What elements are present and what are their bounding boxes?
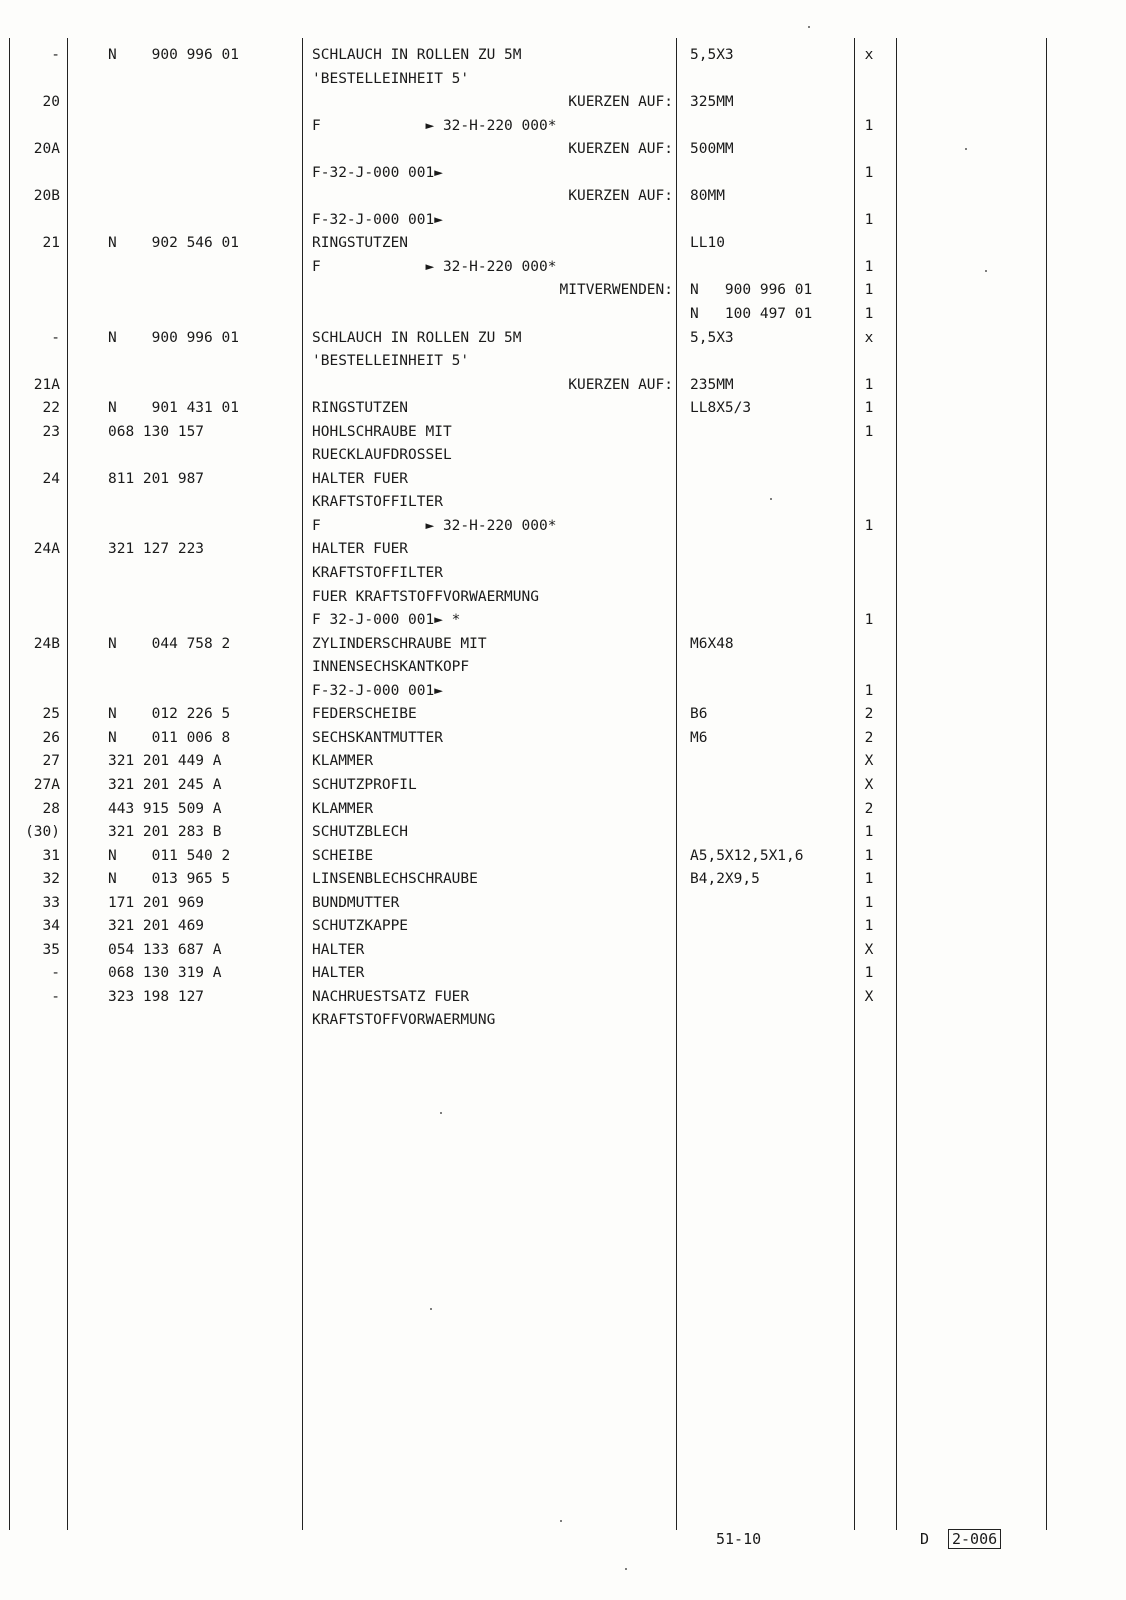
position-number: 27A (33, 776, 60, 793)
scan-speck (440, 1112, 442, 1114)
table-row (0, 421, 1126, 445)
quantity: x (864, 47, 874, 63)
part-number: 321 201 245 A (108, 776, 222, 793)
table-row (0, 680, 1126, 704)
quantity: 1 (864, 258, 874, 275)
quantity: 2 (864, 706, 874, 723)
specification: 325MM (690, 94, 734, 111)
description: SCHUTZPROFIL (312, 776, 417, 793)
position-number: - (51, 965, 60, 982)
position-number: 35 (42, 941, 60, 958)
table-row (0, 91, 1126, 115)
quantity: 1 (864, 965, 874, 982)
position-number: 20A (33, 141, 60, 158)
table-row (0, 68, 1126, 92)
page-number: 51-10 (716, 1530, 762, 1548)
part-number: N 012 226 5 (108, 706, 231, 723)
table-row (0, 397, 1126, 421)
part-number: 054 133 687 A (108, 941, 222, 958)
part-number: N 011 540 2 (108, 847, 231, 864)
part-number: 323 198 127 (108, 988, 205, 1005)
page-code-box (948, 1530, 1001, 1548)
description: MITVERWENDEN: (559, 282, 673, 299)
quantity: 1 (864, 376, 874, 393)
table-row (0, 138, 1126, 162)
quantity: 1 (864, 211, 874, 228)
description: SCHLAUCH IN ROLLEN ZU 5M (312, 329, 522, 346)
position-number: 20B (33, 188, 60, 205)
table-row (0, 939, 1126, 963)
table-row (0, 986, 1126, 1010)
part-number: N 901 431 01 (108, 400, 239, 417)
part-number: 171 201 969 (108, 894, 205, 911)
description: SCHEIBE (312, 847, 374, 864)
quantity: 1 (864, 682, 874, 699)
table-row (0, 750, 1126, 774)
position-number: 27 (42, 753, 60, 770)
language-code: D (920, 1530, 930, 1548)
specification: M6X48 (690, 635, 734, 652)
position-number: 25 (42, 706, 60, 723)
description: KRAFTSTOFFVORWAERMUNG (312, 1012, 496, 1029)
position-number: 20 (42, 94, 60, 111)
table-row (0, 798, 1126, 822)
table-row (0, 538, 1126, 562)
table-row (0, 562, 1126, 586)
scan-speck (560, 1520, 562, 1522)
part-number: 321 201 449 A (108, 753, 222, 770)
table-row (0, 303, 1126, 327)
position-number: - (51, 329, 60, 346)
parts-table (0, 44, 1126, 1033)
table-row (0, 468, 1126, 492)
description: KLAMMER (312, 800, 374, 817)
specification: LL10 (690, 235, 725, 252)
position-number: 33 (42, 894, 60, 911)
quantity: 2 (864, 729, 874, 746)
quantity: X (864, 988, 874, 1005)
description: RUECKLAUFDROSSEL (312, 447, 452, 464)
description: SCHLAUCH IN ROLLEN ZU 5M (312, 47, 522, 63)
table-row (0, 491, 1126, 515)
quantity: 1 (864, 517, 874, 534)
description: KLAMMER (312, 753, 374, 770)
description: KUERZEN AUF: (568, 376, 673, 393)
description: HALTER FUER (312, 541, 409, 558)
position-number: 31 (42, 847, 60, 864)
description: F-32-J-000 001► (312, 164, 443, 181)
table-row (0, 821, 1126, 845)
quantity: 1 (864, 282, 874, 299)
description: F-32-J-000 001► (312, 211, 443, 228)
specification: N 900 996 01 (690, 282, 813, 299)
table-row (0, 915, 1126, 939)
table-row (0, 232, 1126, 256)
part-number: N 044 758 2 (108, 635, 231, 652)
quantity: x (864, 329, 874, 346)
description: FEDERSCHEIBE (312, 706, 417, 723)
part-number: 321 127 223 (108, 541, 205, 558)
part-number: 321 201 283 B (108, 824, 222, 841)
table-row (0, 727, 1126, 751)
part-number: N 900 996 01 (108, 47, 239, 63)
position-number: 34 (42, 918, 60, 935)
table-row (0, 868, 1126, 892)
specification: M6 (690, 729, 708, 746)
description: KUERZEN AUF: (568, 188, 673, 205)
table-row (0, 350, 1126, 374)
specification: 5,5X3 (690, 47, 734, 63)
description: SECHSKANTMUTTER (312, 729, 443, 746)
part-number: N 013 965 5 (108, 871, 231, 888)
table-row (0, 962, 1126, 986)
quantity: 2 (864, 800, 874, 817)
quantity: 1 (864, 423, 874, 440)
description: RINGSTUTZEN (312, 235, 409, 252)
part-number: N 011 006 8 (108, 729, 231, 746)
position-number: 21A (33, 376, 60, 393)
specification: 235MM (690, 376, 734, 393)
scan-speck (430, 1308, 432, 1310)
table-row (0, 515, 1126, 539)
table-row (0, 327, 1126, 351)
specification: A5,5X12,5X1,6 (690, 847, 804, 864)
table-row (0, 209, 1126, 233)
part-number: N 902 546 01 (108, 235, 239, 252)
quantity: 1 (864, 894, 874, 911)
position-number: 24B (33, 635, 60, 652)
table-row (0, 609, 1126, 633)
table-row (0, 633, 1126, 657)
position-number: 22 (42, 400, 60, 417)
quantity: 1 (864, 117, 874, 134)
table-row (0, 185, 1126, 209)
description: SCHUTZBLECH (312, 824, 409, 841)
quantity: 1 (864, 847, 874, 864)
description: BUNDMUTTER (312, 894, 400, 911)
description: ZYLINDERSCHRAUBE MIT (312, 635, 487, 652)
scan-speck (625, 1568, 627, 1570)
description: F ► 32-H-220 000* (312, 258, 557, 275)
quantity: 1 (864, 918, 874, 935)
table-row (0, 1009, 1126, 1033)
table-row (0, 444, 1126, 468)
description: F ► 32-H-220 000* (312, 117, 557, 134)
table-row (0, 774, 1126, 798)
description: INNENSECHSKANTKOPF (312, 659, 470, 676)
quantity: X (864, 753, 874, 770)
scan-speck (965, 148, 967, 150)
part-number: N 900 996 01 (108, 329, 239, 346)
table-row (0, 586, 1126, 610)
description: F 32-J-000 001► * (312, 612, 461, 629)
quantity: 1 (864, 871, 874, 888)
scan-speck (985, 270, 987, 272)
position-number: 21 (42, 235, 60, 252)
description: FUER KRAFTSTOFFVORWAERMUNG (312, 588, 539, 605)
table-row (0, 279, 1126, 303)
description: 'BESTELLEINHEIT 5' (312, 353, 470, 370)
description: SCHUTZKAPPE (312, 918, 409, 935)
position-number: - (51, 47, 60, 63)
description: HOHLSCHRAUBE MIT (312, 423, 452, 440)
quantity: 1 (864, 164, 874, 181)
position-number: 26 (42, 729, 60, 746)
position-number: 28 (42, 800, 60, 817)
page-code: 2-006 (948, 1529, 1001, 1549)
position-number: (30) (25, 824, 60, 841)
specification: 80MM (690, 188, 725, 205)
position-number: - (51, 988, 60, 1005)
part-number: 811 201 987 (108, 470, 205, 487)
table-row (0, 374, 1126, 398)
specification: N 100 497 01 (690, 306, 813, 323)
table-row (0, 44, 1126, 68)
table-row (0, 656, 1126, 680)
table-row (0, 256, 1126, 280)
description: HALTER (312, 965, 365, 982)
description: NACHRUESTSATZ FUER (312, 988, 470, 1005)
specification: 5,5X3 (690, 329, 734, 346)
part-number: 443 915 509 A (108, 800, 222, 817)
specification: 500MM (690, 141, 734, 158)
quantity: 1 (864, 824, 874, 841)
table-row (0, 892, 1126, 916)
quantity: 1 (864, 306, 874, 323)
table-row (0, 703, 1126, 727)
description: KRAFTSTOFFILTER (312, 565, 443, 582)
position-number: 32 (42, 871, 60, 888)
scan-speck (770, 498, 772, 500)
description: F-32-J-000 001► (312, 682, 443, 699)
specification: B6 (690, 706, 708, 723)
description: HALTER (312, 941, 365, 958)
position-number: 24A (33, 541, 60, 558)
description: KRAFTSTOFFILTER (312, 494, 443, 511)
quantity: X (864, 776, 874, 793)
specification: B4,2X9,5 (690, 871, 760, 888)
table-row (0, 162, 1126, 186)
description: 'BESTELLEINHEIT 5' (312, 70, 470, 87)
scan-speck (808, 26, 810, 28)
description: KUERZEN AUF: (568, 94, 673, 111)
description: LINSENBLECHSCHRAUBE (312, 871, 478, 888)
table-row (0, 845, 1126, 869)
description: KUERZEN AUF: (568, 141, 673, 158)
part-number: 068 130 157 (108, 423, 205, 440)
specification: LL8X5/3 (690, 400, 752, 417)
position-number: 23 (42, 423, 60, 440)
description: RINGSTUTZEN (312, 400, 409, 417)
quantity: 1 (864, 612, 874, 629)
quantity: X (864, 941, 874, 958)
description: HALTER FUER (312, 470, 409, 487)
part-number: 321 201 469 (108, 918, 205, 935)
position-number: 24 (42, 470, 60, 487)
table-row (0, 115, 1126, 139)
description: F ► 32-H-220 000* (312, 517, 557, 534)
part-number: 068 130 319 A (108, 965, 222, 982)
quantity: 1 (864, 400, 874, 417)
